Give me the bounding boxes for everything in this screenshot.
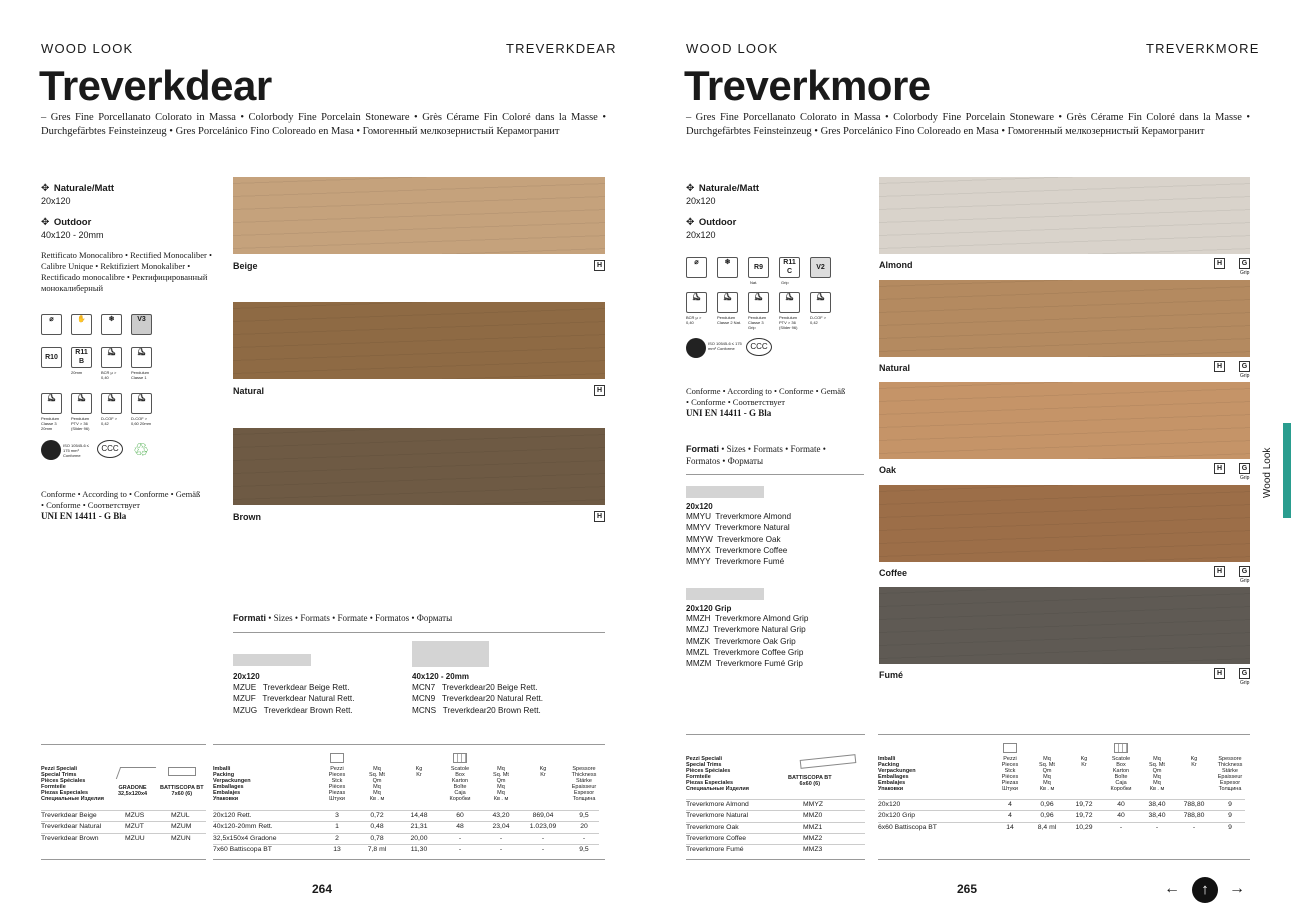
prev-arrow-icon[interactable]: ← <box>1164 880 1180 897</box>
left-series-code: TREVERKDEAR <box>506 41 617 56</box>
left-size1: 20x120 <box>41 196 71 206</box>
battiscopa-label: BATTISCOPA BT 7x60 (6) <box>160 785 204 797</box>
row-cell: - <box>458 845 462 853</box>
divider <box>878 859 1250 860</box>
right-description: – Gres Fine Porcellanato Colorato in Massa • Colorbody Fine Porcelain Stoneware • Grès Cérame Fin Coloré dans la Masse • Durchgefärbtes Feinsteinzeug • Gres Porcelánico Fino Coloreado en Masa • Гомогенный мелкозернистый Керамогранит <box>686 112 1250 137</box>
g-badge: G <box>1239 566 1250 577</box>
col-header: Spessore Thickness Stärke Epaisseur Espesor Толщина <box>571 766 597 802</box>
row-cell: 788,80 <box>1183 801 1205 808</box>
code-list-a <box>686 511 791 567</box>
shoe-icon: ⛸ <box>810 292 831 313</box>
grip-label: Grip <box>1240 372 1250 379</box>
size-bar <box>686 486 764 498</box>
row-divider <box>686 822 865 823</box>
shoe-icon: ⛸ <box>779 292 800 313</box>
frost-icon: ❄ <box>717 257 738 278</box>
right-size1: 20x120 <box>686 196 716 206</box>
h-badge: H <box>1214 258 1225 269</box>
scroll-top-button[interactable]: ↑ <box>1192 877 1218 903</box>
row-cell: 38,40 <box>1148 801 1166 808</box>
col-header: Mq Sq. Mt Qm Mq Mq Кв . м <box>1039 756 1055 792</box>
imballi-head: Imballi Packing Verpackungen Emballages Embalajes Упаковки <box>213 766 251 802</box>
col-header: Kg Kr <box>1080 756 1088 768</box>
row-cell: 788,80 <box>1183 812 1205 820</box>
size-b: 20x120 Grip <box>686 604 732 613</box>
row-cell: 8,4 ml <box>1037 823 1057 831</box>
row-cell: 4 <box>1008 812 1012 820</box>
col-header: Mq Sq. Mt Qm Mq Mq Кв . м <box>493 766 509 802</box>
row-cell: 48 <box>456 823 464 831</box>
row-cell: 19,72 <box>1075 812 1093 820</box>
r11c-icon: R11 C <box>779 257 800 278</box>
h-badge: H <box>1214 361 1225 372</box>
code-row: MMZM Treverkmore Fumé Grip <box>686 659 803 669</box>
code-row: MZUF Treverkdear Natural Rett. <box>233 694 355 704</box>
row-label: Treverkdear Brown <box>41 834 99 842</box>
row-cell: 869,04 <box>532 812 554 819</box>
color-name: Almond <box>879 260 913 270</box>
r10-icon: R10 <box>41 347 62 368</box>
battiscopa-label: BATTISCOPA BT 6x60 (6) <box>788 775 832 787</box>
row-cell: 4 <box>1008 801 1012 808</box>
page-number-right: 265 <box>957 882 978 896</box>
divider <box>41 744 206 745</box>
row-divider <box>686 833 865 834</box>
code-row: MMYX Treverkmore Coffee <box>686 545 788 555</box>
row-cell: 14 <box>1006 823 1014 831</box>
row-divider <box>213 844 599 845</box>
left-category: WOOD LOOK <box>41 41 134 56</box>
col-header: Pezzi Pieces Stck Pièces Piezas Штуки <box>328 766 346 802</box>
grip-label: Grip <box>1240 475 1250 481</box>
shoe-icon: ⛸ <box>41 393 62 414</box>
code-row: MMYY Treverkmore Fumé <box>686 557 785 567</box>
row-divider <box>878 810 1245 811</box>
row-cell: 3 <box>335 812 339 819</box>
swatch-oak <box>879 382 1250 459</box>
v2-icon: V2 <box>810 257 831 278</box>
row-divider <box>41 810 206 811</box>
color-name: Natural <box>233 386 265 396</box>
left-uni: UNI EN 14411 - G Bla <box>41 511 127 521</box>
row-label: Treverkmore Fumé <box>686 846 744 854</box>
g-badge: G <box>1239 258 1250 269</box>
left-rectified: Rettificato Monocalibro • Rectified Monocaliber • Calibre Unique • Rektifiziert Monokaliber • Rectificado monocalibre • Ректифицированный монокалиберный <box>41 250 212 293</box>
side-tab-label[interactable]: Wood Look <box>1262 447 1273 498</box>
row-cell: 0,96 <box>1040 812 1054 820</box>
cc-mark-icon: CCC <box>97 440 123 458</box>
row-label: 20x120 Grip <box>878 812 916 820</box>
row-label: Treverkmore Oak <box>686 823 739 831</box>
h-badge: H <box>594 385 605 396</box>
shoe-icon: ⛸ <box>131 347 152 368</box>
row-cell: 10,29 <box>1075 823 1093 831</box>
left-conforme: Conforme • According to • Conforme • Gemäß • Conforme • Соответствует <box>41 489 201 510</box>
row-cell: MMZ0 <box>803 812 823 820</box>
special-head: Pezzi Speciali Special Trims Pièces Spéciales Formteile Piezas Especiales Специальные Изделия <box>41 766 104 802</box>
iso-label: ISO 10545-6 ≤ 175 mm³ Conforme <box>708 341 742 351</box>
tile-icon: ✥ <box>686 217 695 228</box>
grip-label: Grip <box>1240 270 1250 276</box>
col-header: Scatole Box Karton Boîte Caja Коробки <box>449 766 471 802</box>
row-cell: 7,8 ml <box>367 845 387 853</box>
row-cell: MMZ1 <box>803 823 823 831</box>
row-cell: 9,5 <box>579 812 589 819</box>
row-cell: 19,72 <box>1075 801 1093 808</box>
grip-label: Grip <box>1240 680 1250 686</box>
divider <box>686 859 865 860</box>
shoe-icon: ⛸ <box>101 393 122 414</box>
row-cell: 0,72 <box>370 812 384 819</box>
swatch-natural <box>879 280 1250 357</box>
left-size2: 40x120 - 20mm <box>41 230 104 240</box>
r11b-icon: R11 B <box>71 347 92 368</box>
icon-label: Pendulum Classe 2 Nat. <box>717 315 742 325</box>
right-series-code: TREVERKMORE <box>1146 41 1260 56</box>
tile-icon: ✥ <box>41 183 50 194</box>
right-finish-block <box>686 178 759 240</box>
right-title: Treverkmore <box>684 62 931 109</box>
special-head: Pezzi Speciali Special Trims Pièces Spéciales Formteile Piezas Especiales Специальные Изделия <box>686 756 749 792</box>
left-finish2: Outdoor <box>53 217 92 228</box>
col-header: Pezzi Pieces Stck Pièces Piezas Штуки <box>1001 756 1019 792</box>
r9-icon: R9 <box>748 257 769 278</box>
row-cell: 20 <box>580 823 588 831</box>
right-category: WOOD LOOK <box>686 41 779 56</box>
col-header: Kg Kr <box>539 766 547 778</box>
row-cell: MMYZ <box>803 801 824 808</box>
recycle-icon: ♲ <box>133 440 150 460</box>
icon-label: Pendulum Classe 1 <box>131 370 150 380</box>
h-badge: H <box>594 260 605 271</box>
col-header: Mq Sq. Mt Qm Mq Mq Кв . м <box>1149 756 1165 792</box>
iso-icon <box>41 440 61 460</box>
row-cell: 14,48 <box>410 812 428 819</box>
row-cell: - <box>499 834 503 842</box>
page-number-left: 264 <box>312 882 333 896</box>
size-bar <box>233 654 311 666</box>
frost-icon: ❄ <box>101 314 122 335</box>
icon-label: Pendulum Classe 3 20mm <box>41 416 60 431</box>
divider <box>686 474 864 475</box>
pallet-icon <box>1114 743 1128 753</box>
row-cell: 9,5 <box>579 845 589 853</box>
color-name: Brown <box>233 512 261 522</box>
icon-label: Pendulum Classe 3 Grip <box>748 315 767 330</box>
code-row: MZUG Treverkdear Brown Rett. <box>233 705 353 715</box>
row-cell: 0,96 <box>1040 801 1054 808</box>
row-cell: 20,00 <box>410 834 428 842</box>
size-b: 40x120 - 20mm <box>412 672 469 681</box>
icon-label: BCR μ > 0,40 <box>101 370 117 380</box>
row-label: 32,5x150x4 Gradone <box>213 834 277 842</box>
side-tab-accent <box>1283 423 1291 518</box>
icon-label: D-COF > 0,42 <box>101 416 118 426</box>
row-divider <box>41 833 206 834</box>
row-divider <box>213 821 599 822</box>
battiscopa-shape <box>800 754 857 769</box>
stain-icon: ⌀ <box>41 314 62 335</box>
divider <box>233 632 605 633</box>
tile-icon: ✥ <box>41 217 50 228</box>
size-a: 20x120 <box>233 672 260 681</box>
color-name: Fumé <box>879 670 904 680</box>
box-icon <box>330 753 344 763</box>
col-header: Spessore Thickness Stärke Epaisseur Espesor Толщина <box>1217 756 1243 792</box>
row-cell: MZUU <box>125 834 145 842</box>
formati-rest: • Sizes • Formats • Formate • Formatos • Форматы <box>686 444 826 466</box>
color-name: Natural <box>879 362 911 373</box>
size-bar <box>686 588 764 600</box>
left-formati <box>233 613 452 623</box>
row-divider <box>213 810 599 811</box>
row-cell: 0,78 <box>370 834 384 842</box>
shoe-icon: ⛸ <box>717 292 738 313</box>
row-cell: - <box>582 834 586 842</box>
row-divider <box>213 833 599 834</box>
row-divider <box>878 822 1245 823</box>
icon-label: D-COF > 0,60 20mm <box>131 416 152 426</box>
shoe-icon: ⛸ <box>71 393 92 414</box>
row-cell: MZUN <box>171 834 191 842</box>
formati-bold: Formati <box>233 613 267 623</box>
battiscopa-shape <box>168 767 196 776</box>
left-description: – Gres Fine Porcellanato Colorato in Massa • Colorbody Fine Porcelain Stoneware • Grès Cérame Fin Coloré dans la Masse • Durchgefärbtes Feinsteinzeug • Gres Porcelánico Fino Coloreado en Masa • Гомогенный мелкозернистый Керамогранит <box>41 112 606 137</box>
col-header: Kg Kr <box>415 766 423 778</box>
right-finish1: Naturale/Matt <box>698 183 760 194</box>
row-label: 7x60 Battiscopa BT <box>213 845 272 853</box>
code-list-b <box>412 682 543 716</box>
row-cell: - <box>1119 823 1123 831</box>
row-label: Treverkmore Natural <box>686 812 749 820</box>
swatch-coffee <box>879 485 1250 562</box>
row-cell: 1 <box>335 823 339 831</box>
code-row: MCN7 Treverkdear20 Beige Rett. <box>412 683 538 692</box>
right-uni: UNI EN 14411 - G Bla <box>686 408 772 418</box>
row-label: Treverkdear Natural <box>41 823 102 831</box>
h-badge: H <box>594 511 605 522</box>
pallet-icon <box>453 753 467 763</box>
code-row: MZUE Treverkdear Beige Rett. <box>233 683 350 692</box>
iso-icon <box>686 338 706 358</box>
col-header: Mq Sq. Mt Qm Mq Mq Кв . м <box>369 766 385 802</box>
left-finish-block <box>41 178 114 240</box>
row-cell: 23,04 <box>492 823 510 831</box>
swatch-almond <box>879 177 1250 254</box>
code-row: MMZJ Treverkmore Natural Grip <box>686 625 806 635</box>
icon-label: 20mm <box>71 370 83 375</box>
swatch-natural <box>233 302 605 379</box>
left-title: Treverkdear <box>39 62 272 109</box>
row-cell: 1.023,09 <box>529 823 557 831</box>
shoe-icon: ⛸ <box>101 347 122 368</box>
shoe-icon: ⛸ <box>748 292 769 313</box>
row-cell: - <box>458 834 462 842</box>
row-divider <box>878 799 1245 800</box>
left-finish1: Naturale/Matt <box>53 183 115 194</box>
row-cell: 21,31 <box>410 823 428 831</box>
col-header: Kg Kr <box>1190 756 1198 768</box>
row-cell: MZUL <box>171 812 190 819</box>
row-cell: 43,20 <box>492 812 510 819</box>
h-badge: H <box>1214 463 1225 474</box>
row-cell: MMZ3 <box>803 846 823 854</box>
formati-rest: • Sizes • Formats • Formate • Formatos • Форматы <box>266 613 453 623</box>
swatch-fume <box>879 587 1250 664</box>
formati-bold: Formati <box>686 444 720 454</box>
g-badge: G <box>1239 361 1250 372</box>
code-row: MCN9 Treverkdear20 Natural Rett. <box>412 694 544 704</box>
code-row: MMZH Treverkmore Almond Grip <box>686 614 809 623</box>
code-row: MMYV Treverkmore Natural <box>686 523 790 533</box>
divider <box>686 734 865 735</box>
divider <box>878 734 1250 735</box>
icon-label: D-COF > 0,42 <box>810 315 827 325</box>
row-cell: MMZ2 <box>803 834 823 842</box>
stain-icon: ⌀ <box>686 257 707 278</box>
size-a: 20x120 <box>686 502 713 511</box>
hand-icon: ✋ <box>71 314 92 335</box>
row-cell: 11,30 <box>410 845 428 853</box>
row-label: Treverkmore Almond <box>686 801 749 808</box>
divider <box>213 744 605 745</box>
grip-label: Grip <box>1240 577 1250 584</box>
row-divider <box>686 810 865 811</box>
swatch-beige <box>233 177 605 254</box>
row-cell: 0,48 <box>370 823 384 831</box>
divider <box>213 859 605 860</box>
row-cell: MZUS <box>125 812 145 819</box>
row-divider <box>686 799 865 800</box>
icon-label: Grip <box>781 280 789 285</box>
col-header: Scatole Box Karton Boîte Caja Коробки <box>1110 756 1132 792</box>
g-badge: G <box>1239 668 1250 679</box>
gradone-label: GRADONE 32,5x120x4 <box>118 785 148 797</box>
code-list-a <box>233 682 354 716</box>
row-label: 40x120-20mm Rett. <box>213 823 273 831</box>
h-badge: H <box>1214 668 1225 679</box>
tile-icon: ✥ <box>686 183 695 194</box>
row-cell: 9 <box>1228 823 1232 831</box>
code-row: MMYU Treverkmore Almond <box>686 512 792 521</box>
row-cell: MZUM <box>171 823 192 831</box>
gradone-shape <box>116 767 156 779</box>
shoe-icon: ⛸ <box>686 292 707 313</box>
h-badge: H <box>1214 566 1225 577</box>
color-name: Oak <box>879 465 897 475</box>
icon-label: Nat. <box>750 280 758 285</box>
row-cell: 38,40 <box>1148 812 1166 820</box>
row-cell: 2 <box>335 834 339 842</box>
row-cell: - <box>541 834 545 842</box>
row-cell: 40 <box>1117 801 1125 808</box>
code-row: MCNS Treverkdear20 Brown Rett. <box>412 705 541 715</box>
row-divider <box>41 821 206 822</box>
row-cell: 9 <box>1228 801 1232 808</box>
icon-label: Pendulum PTV > 36 (Slider 96) <box>71 416 90 431</box>
box-icon <box>1003 743 1017 753</box>
row-label: 20x120 <box>878 801 901 808</box>
row-label: Treverkmore Coffee <box>686 834 747 842</box>
color-name: Coffee <box>879 567 908 578</box>
row-divider <box>686 844 865 845</box>
row-cell: - <box>499 845 503 853</box>
code-row: MMZK Treverkmore Oak Grip <box>686 636 796 646</box>
row-label: 20x120 Rett. <box>213 812 252 819</box>
row-cell: 13 <box>333 845 341 853</box>
code-row: MMYW Treverkmore Oak <box>686 534 781 544</box>
right-formati <box>686 443 856 467</box>
imballi-head: Imballi Packing Verpackungen Emballages Embalajes Упаковки <box>878 756 916 792</box>
iso-label: ISO 10545-6 ≤ 175 mm³ Conforme <box>63 443 89 458</box>
code-row: MMZL Treverkmore Coffee Grip <box>686 647 804 657</box>
size-bar <box>412 641 489 667</box>
cc-mark-icon: CCC <box>746 338 772 356</box>
swatch-brown <box>233 428 605 505</box>
row-cell: 9 <box>1228 812 1232 820</box>
row-cell: 60 <box>456 812 464 819</box>
right-finish2: Outdoor <box>698 217 737 228</box>
row-cell: - <box>1192 823 1196 831</box>
code-list-b <box>686 613 808 669</box>
shoe-icon: ⛸ <box>131 393 152 414</box>
row-label: Treverkdear Beige <box>41 812 97 819</box>
row-cell: 40 <box>1117 812 1125 820</box>
v3-icon: V3 <box>131 314 152 335</box>
color-name: Beige <box>233 261 258 271</box>
right-conforme: Conforme • According to • Conforme • Gemäß • Conforme • Соответствует <box>686 386 846 407</box>
icon-label: Pendulum PTV > 36 (Slider 96) <box>779 315 798 330</box>
divider <box>41 859 206 860</box>
row-cell: MZUT <box>125 823 144 831</box>
g-badge: G <box>1239 463 1250 474</box>
right-size2: 20x120 <box>686 230 716 240</box>
row-cell: - <box>541 845 545 853</box>
next-arrow-icon[interactable]: → <box>1229 880 1245 897</box>
row-label: 6x60 Battiscopa BT <box>878 823 937 831</box>
row-cell: - <box>1155 823 1159 831</box>
icon-label: BCR μ > 0,40 <box>686 315 702 325</box>
